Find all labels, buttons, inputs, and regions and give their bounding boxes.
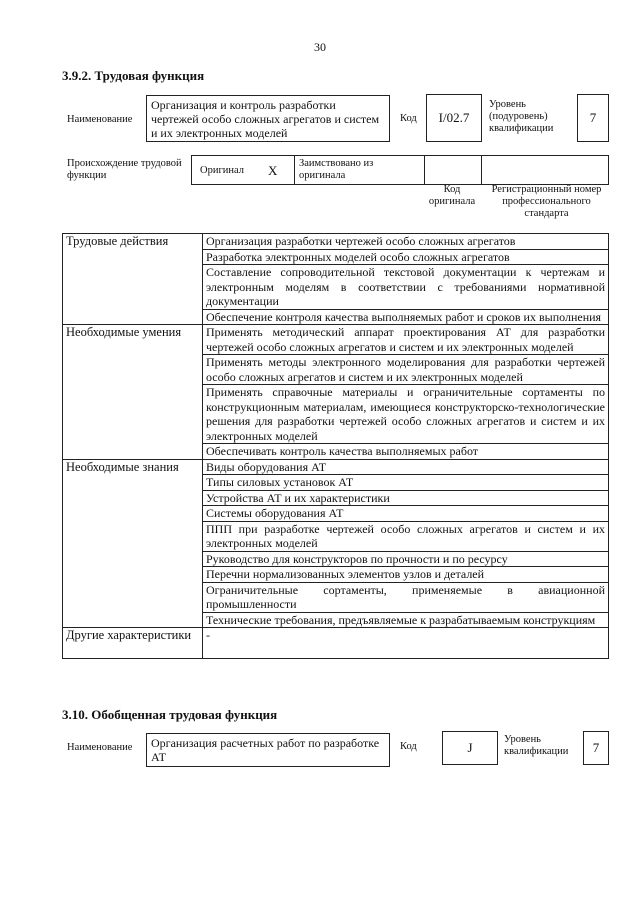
function-name-box: Организация расчетных работ по разработке АТ bbox=[146, 733, 390, 767]
name-label: Наименование bbox=[67, 742, 133, 753]
table-cell: ППП при разработке чертежей особо сложных агрегатов и систем и их электронных моделей bbox=[203, 521, 609, 551]
divider bbox=[424, 155, 425, 185]
original-label: Оригинал bbox=[200, 165, 244, 176]
level-value-box: 7 bbox=[577, 94, 609, 142]
code-label: Код bbox=[400, 741, 417, 752]
table-cell: Обеспечение контроля качества выполняемых работ и сроков их выполнения bbox=[203, 309, 609, 325]
row-label: Необходимые умения bbox=[63, 325, 203, 460]
code-value-box: J bbox=[442, 731, 498, 765]
table-cell: Составление сопроводительной текстовой документации к чертежам и электронным моделям в соответствии с требованиями нормативной документации bbox=[203, 265, 609, 310]
divider bbox=[294, 155, 295, 185]
section-heading-3-10: 3.10. Обобщенная трудовая функция bbox=[62, 707, 278, 722]
table-cell: Ограничительные сортаменты, применяемые в авиационной промышленности bbox=[203, 582, 609, 612]
table-cell: - bbox=[203, 628, 609, 659]
borrowed-label: Заимствовано из оригинала bbox=[299, 158, 374, 181]
table-cell: Руководство для конструкторов по прочности и по ресурсу bbox=[203, 551, 609, 567]
name-label: Наименование bbox=[67, 114, 133, 125]
level-label: Уровень (подуровень) квалификации bbox=[489, 99, 554, 134]
table-row bbox=[63, 325, 609, 355]
code-label: Код bbox=[400, 113, 417, 124]
table-cell: Обеспечивать контроль качества выполняемых работ bbox=[203, 444, 609, 460]
table-cell: Типы силовых установок АТ bbox=[203, 475, 609, 491]
level-label: Уровень квалификации bbox=[504, 734, 569, 757]
code-value-box: I/02.7 bbox=[426, 94, 482, 142]
divider bbox=[481, 155, 482, 185]
table-cell: Системы оборудования АТ bbox=[203, 506, 609, 522]
table-cell: Организация разработки чертежей особо сложных агрегатов bbox=[203, 234, 609, 250]
row-label: Другие характеристики bbox=[63, 628, 203, 659]
table-cell: Устройства АТ и их характеристики bbox=[203, 490, 609, 506]
table-cell: Перечни нормализованных элементов узлов и деталей bbox=[203, 567, 609, 583]
origin-table bbox=[191, 155, 609, 185]
original-mark: X bbox=[268, 163, 278, 178]
section-heading-3-9-2: 3.9.2. Трудовая функция bbox=[62, 68, 205, 83]
table-cell: Виды оборудования АТ bbox=[203, 459, 609, 475]
labor-function-table bbox=[62, 233, 609, 659]
table-cell: Технические требования, предъявляемые к разрабатываемым конструкциям bbox=[203, 612, 609, 628]
table-cell: Применять методический аппарат проектирования АТ для разработки чертежей особо сложных агрегатов и систем и их электронных моделей bbox=[203, 325, 609, 355]
table-row bbox=[63, 234, 609, 250]
page-number: 30 bbox=[314, 40, 326, 54]
row-label: Трудовые действия bbox=[63, 234, 203, 325]
level-value-box: 7 bbox=[583, 731, 609, 765]
table-row bbox=[63, 628, 609, 659]
reg-number-caption: Регистрационный номер профессионального стандарта bbox=[491, 184, 602, 219]
row-label: Необходимые знания bbox=[63, 459, 203, 628]
table-cell: Применять справочные материалы и ограничительные сортаменты по конструкционным материалам, имеющиеся конструкторско-технологические решения для разработки чертежей особо сложных агрегатов и систем и их электронных моделей bbox=[203, 385, 609, 444]
table-cell: Применять методы электронного моделирования для разработки чертежей особо сложных агрегатов и систем и их электронных моделей bbox=[203, 355, 609, 385]
origin-code-caption: Код оригинала bbox=[428, 184, 476, 207]
table-cell: Разработка электронных моделей особо сложных агрегатов bbox=[203, 249, 609, 265]
function-name-box: Организация и контроль разработки чертежей особо сложных агрегатов и систем и их электронных моделей bbox=[146, 95, 390, 142]
origin-label: Происхождение трудовой функции bbox=[67, 158, 182, 181]
table-row bbox=[63, 459, 609, 475]
